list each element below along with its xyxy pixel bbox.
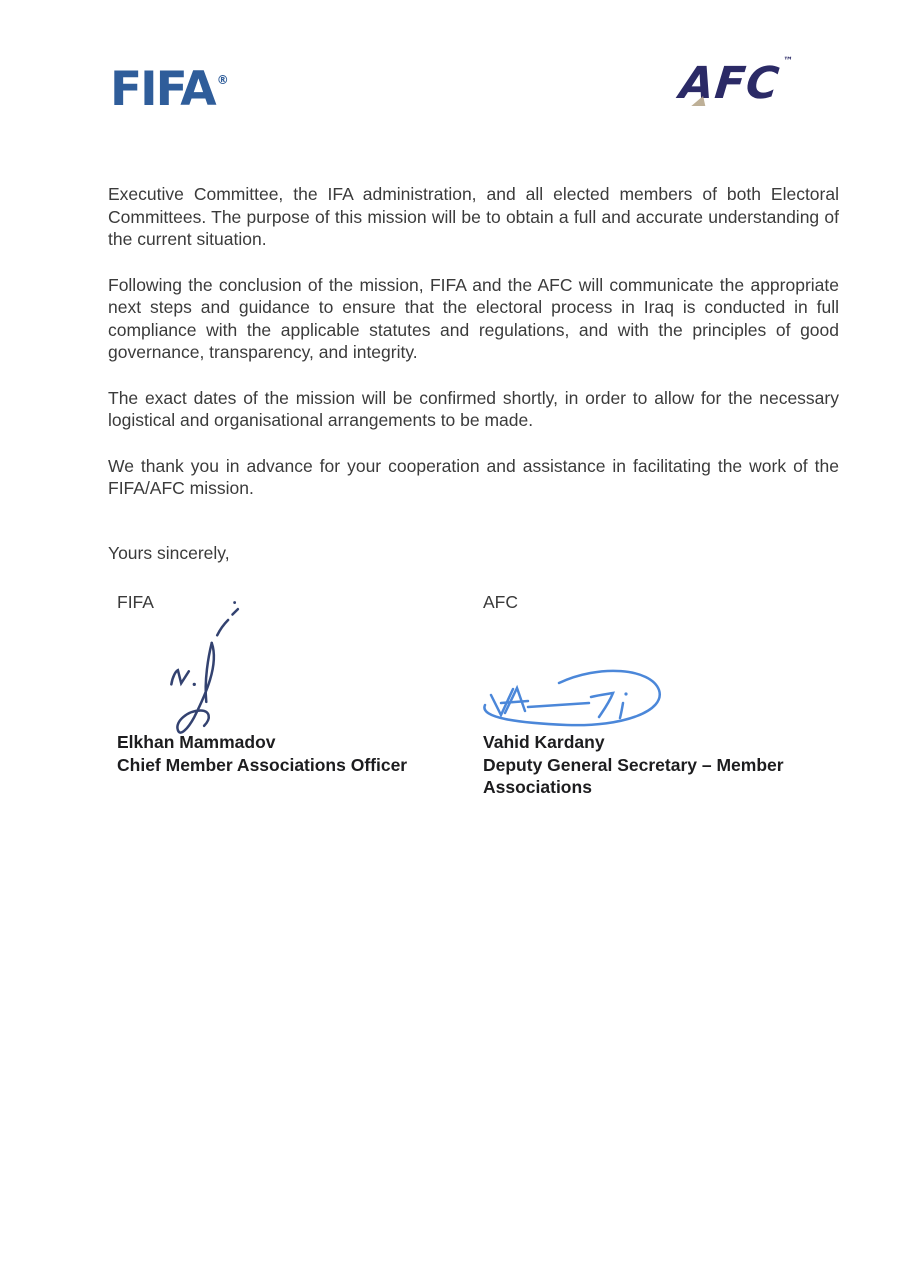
afc-signatory-title: Deputy General Secretary – Member Associations — [483, 754, 784, 797]
fifa-org-label: FIFA — [117, 592, 154, 612]
afc-org-label: AFC — [483, 592, 518, 612]
fifa-signature-icon — [155, 599, 275, 737]
paragraph-thanks: We thank you in advance for your cooperation and assistance in facilitating the work of the FIFA/AFC mission. — [108, 455, 839, 498]
registered-trademark-icon: ® — [216, 73, 229, 88]
fifa-logo — [110, 62, 229, 117]
afc-logo — [677, 56, 794, 109]
paragraph-next-steps: Following the conclusion of the mission, FIFA and the AFC will communicate the appropriate next steps and guidance to ensure that the electoral process in Iraq is conducted in full compliance with the applicable statutes and regulations, and with the principles of good governance, transparency, and integrity. — [108, 274, 839, 362]
fifa-signatory-name: Elkhan Mammadov — [117, 732, 276, 752]
trademark-icon: ™ — [782, 56, 794, 68]
paragraph-mission-dates: The exact dates of the mission will be confirmed shortly, in order to allow for the necessary logistical and organisational arrangements to be made. — [108, 387, 839, 430]
afc-logo-text: AFC — [677, 58, 783, 109]
afc-signatory-name: Vahid Kardany — [483, 732, 605, 752]
fifa-signature-area — [117, 613, 483, 731]
fifa-signatory-title: Chief Member Associations Officer — [117, 754, 408, 775]
fifa-logo-text: FIFA — [110, 62, 215, 117]
signatory-afc — [483, 591, 803, 799]
afc-swoosh-accent-icon — [689, 96, 705, 106]
afc-signature-area — [483, 613, 803, 731]
paragraph-mission-purpose: Executive Committee, the IFA administration, and all elected members of both Electoral Committees. The purpose of this mission will be to obtain a full and accurate understanding of the current situation. — [108, 184, 839, 249]
afc-signature-icon — [471, 661, 671, 733]
closing-salutation: Yours sincerely, — [108, 542, 230, 563]
signatory-fifa — [108, 591, 483, 799]
signature-row — [108, 591, 839, 799]
letter-body — [108, 183, 839, 799]
